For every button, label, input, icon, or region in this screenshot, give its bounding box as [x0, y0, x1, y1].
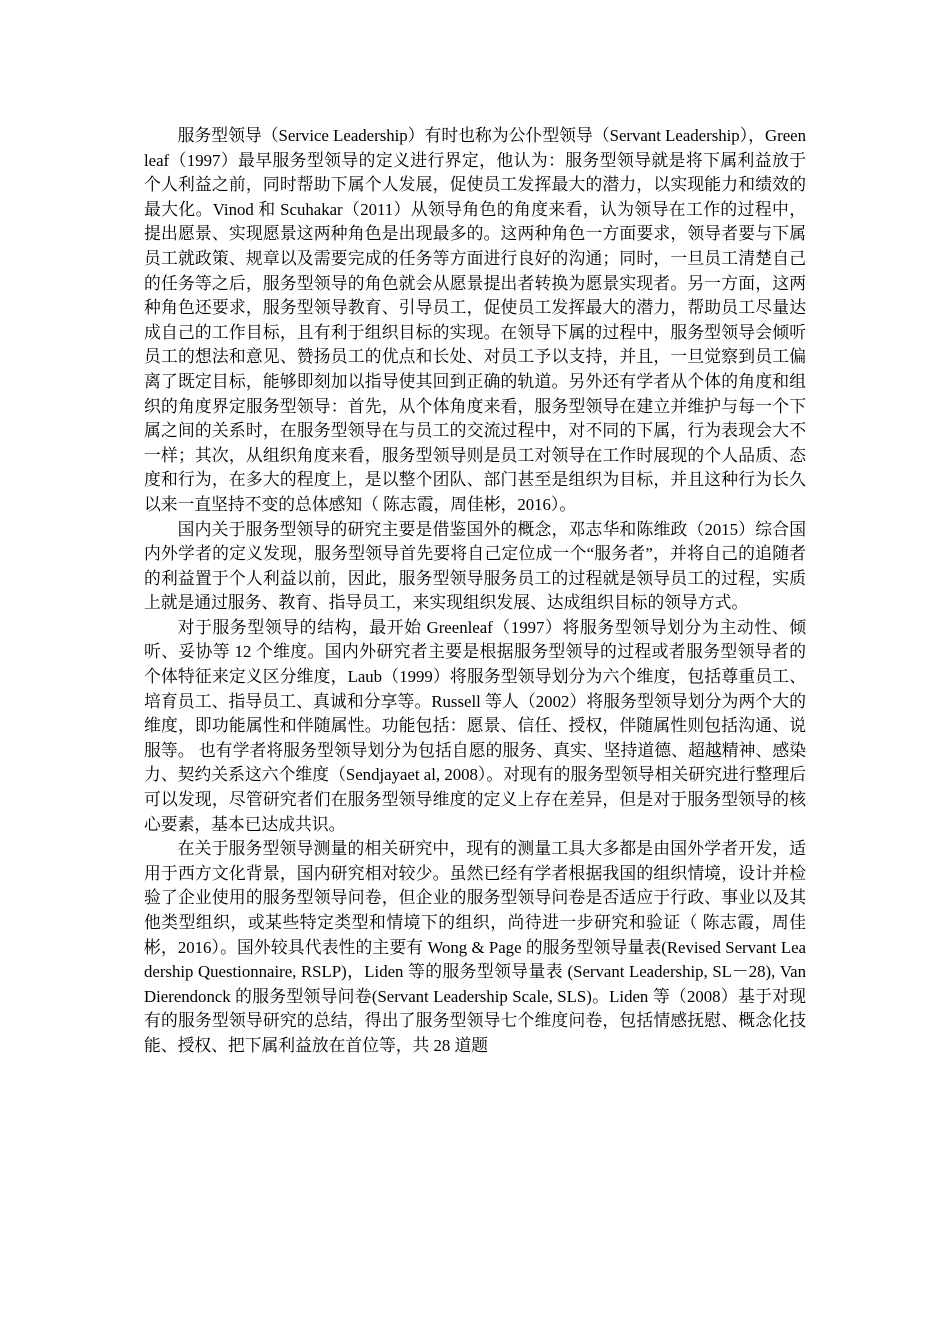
paragraph-measurement: 在关于服务型领导测量的相关研究中，现有的测量工具大多都是由国外学者开发，适用于西方文化背景，国内研究相对较少。虽然已经有学者根据我国的组织情境，设计并检验了企业使用的服务型领导问卷，但企业的服务型领导问卷是否适应于行政、事业以及其他类型组织，或某些特定类型和情境下的组织，尚待进一步研究和验证（ 陈志霞，周佳彬，2016）。国外较具代表性的主要有 Wong & Page 的服务型领导量表(Revised Servant Leadership Questionnaire, RSLP)，Liden 等的服务型领导量表 (Servant Leadership, SL－28), Van Dierendonck 的服务型领导问卷(Servant Leadership Scale, SLS)。Liden 等（2008）基于对现有的服务型领导研究的总结，得出了服务型领导七个维度问卷，包括情感抚慰、概念化技能、授权、把下属利益放在首位等，共 28 道题	[144, 839, 806, 1055]
paragraph-domestic-research: 国内关于服务型领导的研究主要是借鉴国外的概念，邓志华和陈维政（2015）综合国内外学者的定义发现，服务型领导首先要将自己定位成一个“服务者”，并将自己的追随者的利益置于个人利益以前，因此，服务型领导服务员工的过程就是领导员工的过程，实质上就是通过服务、教育、指导员工，来实现组织发展、达成组织目标的领导方式。	[144, 519, 806, 613]
paragraph-structure: 对于服务型领导的结构，最开始 Greenleaf（1997）将服务型领导划分为主动性、倾听、妥协等 12 个维度。国内外研究者主要是根据服务型领导的过程或者服务型领导者的个体特征来定义区分维度，Laub（1999）将服务型领导划分为六个维度，包括尊重员工、培育员工、指导员工、真诚和分享等。Russell 等人（2002）将服务型领导划分为两个大的维度，即功能属性和伴随属性。功能包括：愿景、信任、授权，伴随属性则包括沟通、说服等。 也有学者将服务型领导划分为包括自愿的服务、真实、坚持道德、超越精神、感染力、契约关系这六个维度（Sendjayaet al, 2008）。对现有的服务型领导相关研究进行整理后可以发现，尽管研究者们在服务型领导维度的定义上存在差异，但是对于服务型领导的核心要素，基本已达成共识。	[144, 617, 806, 834]
body-text	[144, 124, 806, 1059]
paragraph-definition: 服务型领导（Service Leadership）有时也称为公仆型领导（Servant Leadership），Greenleaf（1997）最早服务型领导的定义进行界定，他认为：服务型领导就是将下属利益放于个人利益之前，同时帮助下属个人发展，促使员工发挥最大的潜力，以实现能力和绩效的最大化。Vinod 和 Scuhakar（2011）从领导角色的角度来看，认为领导在工作的过程中，提出愿景、实现愿景这两种角色是出现最多的。这两种角色一方面要求，领导者要与下属员工就政策、规章以及需要完成的任务等方面进行良好的沟通；同时，一旦员工清楚自己的任务等之后，服务型领导的角色就会从愿景提出者转换为愿景实现者。另一方面，这两种角色还要求，服务型领导教育、引导员工，促使员工发挥最大的潜力，帮助员工尽量达成自己的工作目标，且有利于组织目标的实现。在领导下属的过程中，服务型领导会倾听员工的想法和意见、赞扬员工的优点和长处、对员工予以支持，并且，一旦觉察到员工偏离了既定目标，能够即刻加以指导使其回到正确的轨道。另外还有学者从个体的角度和组织的角度界定服务型领导：首先，从个体角度来看，服务型领导在建立并维护与每一个下属之间的关系时，在服务型领导在与员工的交流过程中，对不同的下属，行为表现会大不一样；其次，从组织角度来看，服务型领导则是员工对领导在工作时展现的个人品质、态度和行为，在多大的程度上，是以整个团队、部门甚至是组织为目标，并且这种行为长久以来一直坚持不变的总体感知（ 陈志霞，周佳彬，2016）。	[144, 126, 806, 514]
